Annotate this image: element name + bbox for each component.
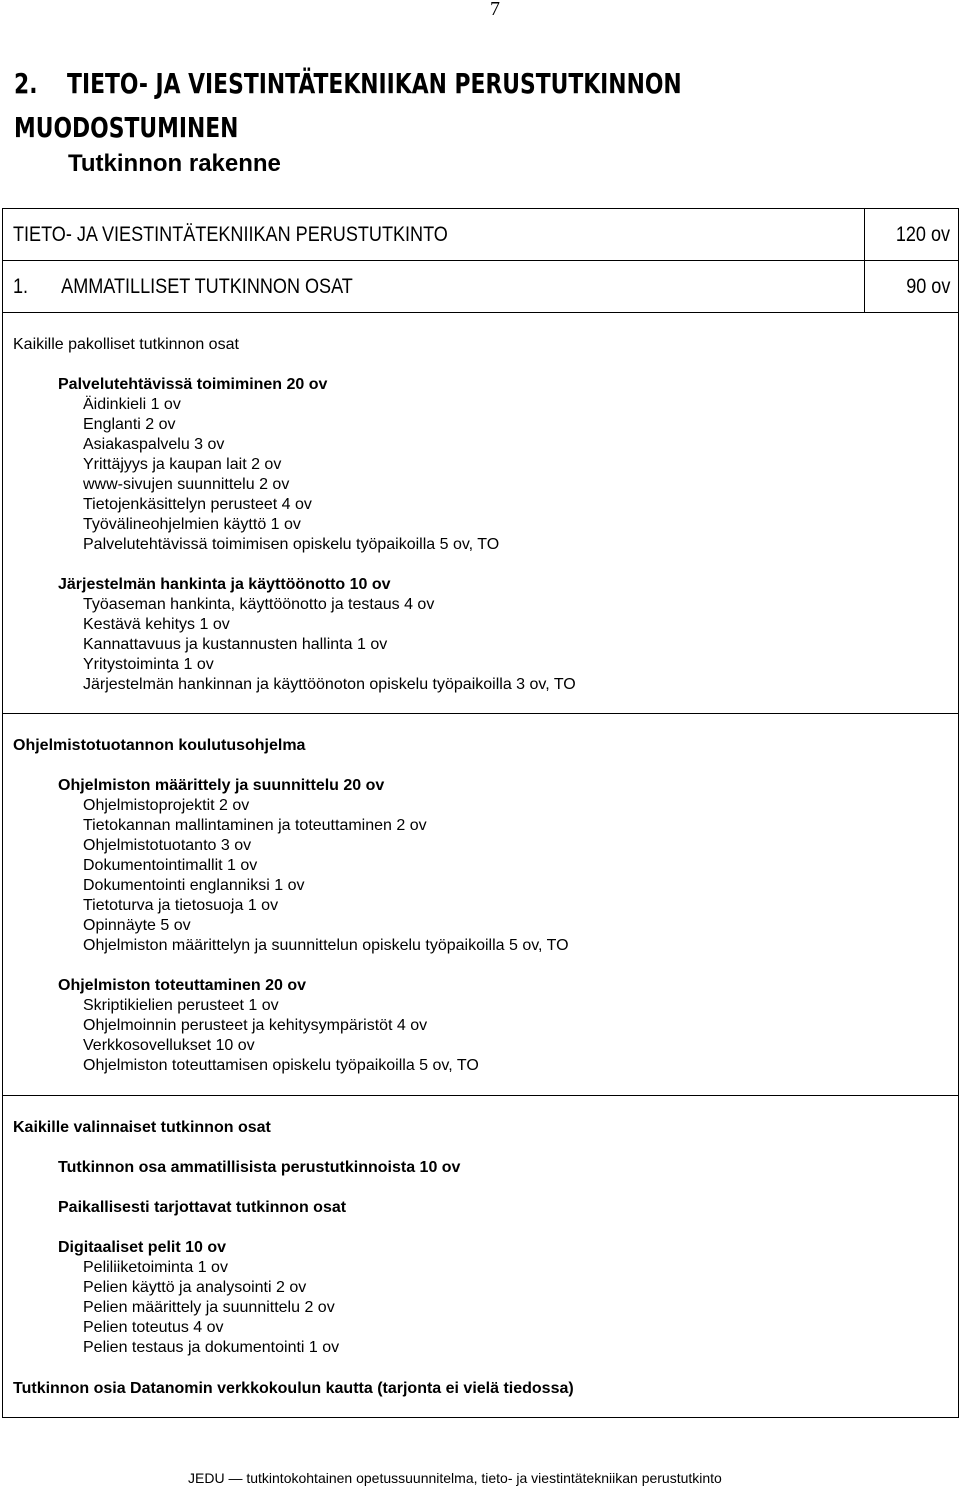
- list-item: Äidinkieli 1 ov: [83, 396, 181, 413]
- group-title: Palvelutehtävissä toimiminen 20 ov: [58, 376, 328, 393]
- block-elective: [3, 1096, 959, 1418]
- table-row: [3, 261, 959, 313]
- group-title: Ohjelmiston määrittely ja suunnittelu 20 ov: [58, 777, 385, 794]
- subheading: Tutkinnon rakenne: [68, 150, 281, 177]
- list-item: Peliliiketoiminta 1 ov: [83, 1259, 228, 1276]
- vocational-number: 1.: [13, 274, 29, 298]
- group-title: Tutkinnon osa ammatillisista perustutkinnoista 10 ov: [58, 1159, 461, 1176]
- page-number: 7: [490, 0, 500, 20]
- list-item: www-sivujen suunnittelu 2 ov: [83, 476, 290, 493]
- list-item: Opinnäyte 5 ov: [83, 917, 191, 934]
- block-software-programme: [3, 714, 959, 1096]
- list-item: Ohjelmiston määrittelyn ja suunnittelun opiskelu työpaikoilla 5 ov, TO: [83, 937, 569, 954]
- list-item: Pelien testaus ja dokumentointi 1 ov: [83, 1339, 340, 1356]
- list-item: Tietoturva ja tietosuoja 1 ov: [83, 897, 279, 914]
- block-compulsory: [3, 313, 959, 714]
- list-item: Skriptikielien perusteet 1 ov: [83, 997, 279, 1014]
- list-item: Yrittäjyys ja kaupan lait 2 ov: [83, 456, 282, 473]
- structure-table: [2, 208, 959, 1418]
- vocational-text: AMMATILLISET TUTKINNON OSAT: [61, 274, 353, 298]
- group-title: Digitaaliset pelit 10 ov: [58, 1239, 227, 1256]
- section-heading: [14, 62, 716, 150]
- vocational-ov-cell: [865, 261, 959, 313]
- qualification-ov: 120 ov: [895, 222, 950, 246]
- list-item: Dokumentointi englanniksi 1 ov: [83, 877, 305, 894]
- list-item: Ohjelmiston toteuttamisen opiskelu työpaikoilla 5 ov, TO: [83, 1057, 479, 1074]
- qualification-ov-cell: [865, 209, 959, 261]
- block-title: Ohjelmistotuotannon koulutusohjelma: [13, 737, 306, 754]
- list-item: Pelien määrittely ja suunnittelu 2 ov: [83, 1299, 335, 1316]
- table-row: [3, 313, 959, 714]
- list-item: Työvälineohjelmien käyttö 1 ov: [83, 516, 301, 533]
- heading-text-1: TIETO- JA VIESTINTÄTEKNIIKAN PERUSTUTKINNON: [67, 67, 682, 100]
- qualification-label: TIETO- JA VIESTINTÄTEKNIIKAN PERUSTUTKINTO: [13, 222, 448, 246]
- list-item: Dokumentointimallit 1 ov: [83, 857, 258, 874]
- list-item: Työaseman hankinta, käyttöönotto ja testaus 4 ov: [83, 596, 435, 613]
- list-item: Asiakaspalvelu 3 ov: [83, 436, 225, 453]
- heading-number: 2.: [14, 67, 38, 100]
- vocational-label: [13, 275, 353, 299]
- list-item: Järjestelmän hankinnan ja käyttöönoton opiskelu työpaikoilla 3 ov, TO: [83, 676, 576, 693]
- group-title: Paikallisesti tarjottavat tutkinnon osat: [58, 1199, 347, 1216]
- heading-line-2: MUODOSTUMINEN: [14, 111, 239, 144]
- qualification-cell: [3, 209, 865, 261]
- heading-line-1: [14, 62, 716, 106]
- list-item: Palvelutehtävissä toimimisen opiskelu työpaikoilla 5 ov, TO: [83, 536, 500, 553]
- list-item: Englanti 2 ov: [83, 416, 176, 433]
- list-item: Yritystoiminta 1 ov: [83, 656, 214, 673]
- vocational-cell: [3, 261, 865, 313]
- page-footer: JEDU — tutkintokohtainen opetussuunnitelma, tieto- ja viestintätekniikan perustutkinto: [188, 1470, 722, 1486]
- list-item: Pelien toteutus 4 ov: [83, 1319, 224, 1336]
- list-item: Pelien käyttö ja analysointi 2 ov: [83, 1279, 307, 1296]
- table-row: [3, 209, 959, 261]
- list-item: Ohjelmoinnin perusteet ja kehitysympäristöt 4 ov: [83, 1017, 428, 1034]
- group-title: Ohjelmiston toteuttaminen 20 ov: [58, 977, 307, 994]
- list-item: Ohjelmistotuotanto 3 ov: [83, 837, 252, 854]
- list-item: Tietokannan mallintaminen ja toteuttaminen 2 ov: [83, 817, 427, 834]
- list-item: Kannattavuus ja kustannusten hallinta 1 ov: [83, 636, 388, 653]
- table-row: [3, 1096, 959, 1418]
- vocational-ov: 90 ov: [905, 274, 950, 298]
- list-item: Verkkosovellukset 10 ov: [83, 1037, 255, 1054]
- list-item: Kestävä kehitys 1 ov: [83, 616, 230, 633]
- table-row: [3, 714, 959, 1096]
- list-item: Ohjelmistoprojektit 2 ov: [83, 797, 250, 814]
- block-title: Kaikille valinnaiset tutkinnon osat: [13, 1119, 271, 1136]
- block-note: Tutkinnon osia Datanomin verkkokoulun kautta (tarjonta ei vielä tiedossa): [13, 1380, 574, 1397]
- group-title: Järjestelmän hankinta ja käyttöönotto 10 ov: [58, 576, 391, 593]
- block-title: Kaikille pakolliset tutkinnon osat: [13, 336, 239, 353]
- list-item: Tietojenkäsittelyn perusteet 4 ov: [83, 496, 312, 513]
